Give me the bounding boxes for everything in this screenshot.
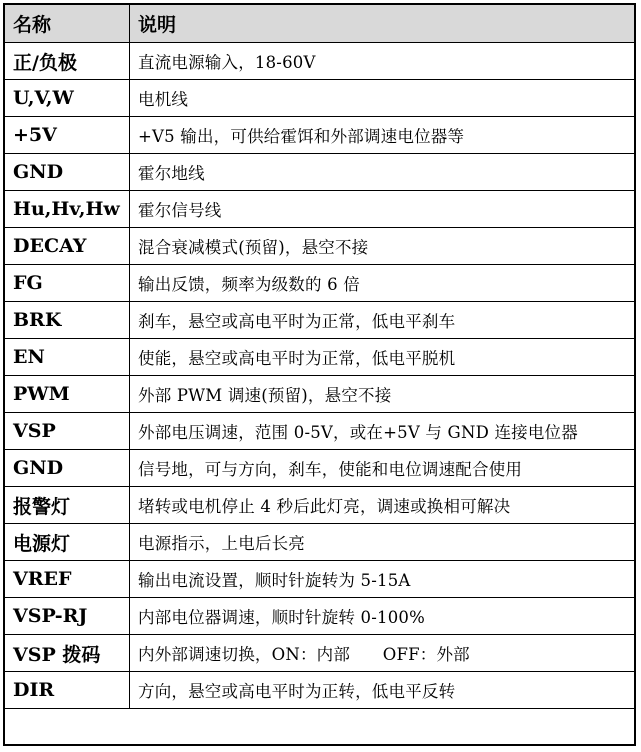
table-row xyxy=(5,524,636,561)
row-description: 内部电位器调速，顺时针旋转 0-100% xyxy=(130,598,636,635)
row-description: 霍尔地线 xyxy=(130,154,636,191)
table-row xyxy=(5,191,636,228)
table-body xyxy=(5,43,636,709)
table-row xyxy=(5,487,636,524)
row-description: 刹车，悬空或高电平时为正常，低电平刹车 xyxy=(130,302,636,339)
row-description: +V5 输出，可供给霍饵和外部调速电位器等 xyxy=(130,117,636,154)
row-description: 堵转或电机停止 4 秒后此灯亮，调速或换相可解决 xyxy=(130,487,636,524)
table-row xyxy=(5,43,636,80)
row-name: EN xyxy=(5,339,130,376)
table-row xyxy=(5,302,636,339)
table-row xyxy=(5,154,636,191)
row-description: 输出电流设置，顺时针旋转为 5-15A xyxy=(130,561,636,598)
table-row xyxy=(5,672,636,709)
row-description: 输出反馈，频率为级数的 6 倍 xyxy=(130,265,636,302)
row-name: FG xyxy=(5,265,130,302)
header-name: 名称 xyxy=(5,5,130,43)
table-row xyxy=(5,450,636,487)
row-name: Hu,Hv,Hw xyxy=(5,191,130,228)
row-name: DECAY xyxy=(5,228,130,265)
row-name: VSP xyxy=(5,413,130,450)
table-row xyxy=(5,80,636,117)
table-row xyxy=(5,339,636,376)
row-description: 电机线 xyxy=(130,80,636,117)
row-name: VSP 拨码 xyxy=(5,635,130,672)
row-name: VREF xyxy=(5,561,130,598)
table-row xyxy=(5,561,636,598)
table-row xyxy=(5,376,636,413)
row-name: DIR xyxy=(5,672,130,709)
row-name: PWM xyxy=(5,376,130,413)
row-description: 直流电源输入，18-60V xyxy=(130,43,636,80)
row-name: 报警灯 xyxy=(5,487,130,524)
header-row xyxy=(5,5,636,43)
row-description: 混合衰减模式(预留)，悬空不接 xyxy=(130,228,636,265)
row-name: 电源灯 xyxy=(5,524,130,561)
table-row xyxy=(5,265,636,302)
table-row xyxy=(5,413,636,450)
row-description: 方向，悬空或高电平时为正转，低电平反转 xyxy=(130,672,636,709)
table-row xyxy=(5,635,636,672)
row-description: 外部 PWM 调速(预留)，悬空不接 xyxy=(130,376,636,413)
row-name: BRK xyxy=(5,302,130,339)
pin-description-table xyxy=(4,4,636,709)
row-description: 电源指示，上电后长亮 xyxy=(130,524,636,561)
table-row xyxy=(5,117,636,154)
row-description: 外部电压调速，范围 0-5V，或在+5V 与 GND 连接电位器 xyxy=(130,413,636,450)
table-row xyxy=(5,598,636,635)
row-name: VSP-RJ xyxy=(5,598,130,635)
row-description: 使能，悬空或高电平时为正常，低电平脱机 xyxy=(130,339,636,376)
header-description: 说明 xyxy=(130,5,636,43)
row-name: GND xyxy=(5,450,130,487)
row-description: 信号地，可与方向，刹车，使能和电位调速配合使用 xyxy=(130,450,636,487)
table-row xyxy=(5,228,636,265)
row-name: +5V xyxy=(5,117,130,154)
row-name: 正/负极 xyxy=(5,43,130,80)
row-name: U,V,W xyxy=(5,80,130,117)
row-description: 内外部调速切换，ON：内部 OFF：外部 xyxy=(130,635,636,672)
row-name: GND xyxy=(5,154,130,191)
row-description: 霍尔信号线 xyxy=(130,191,636,228)
table-header xyxy=(5,5,636,43)
